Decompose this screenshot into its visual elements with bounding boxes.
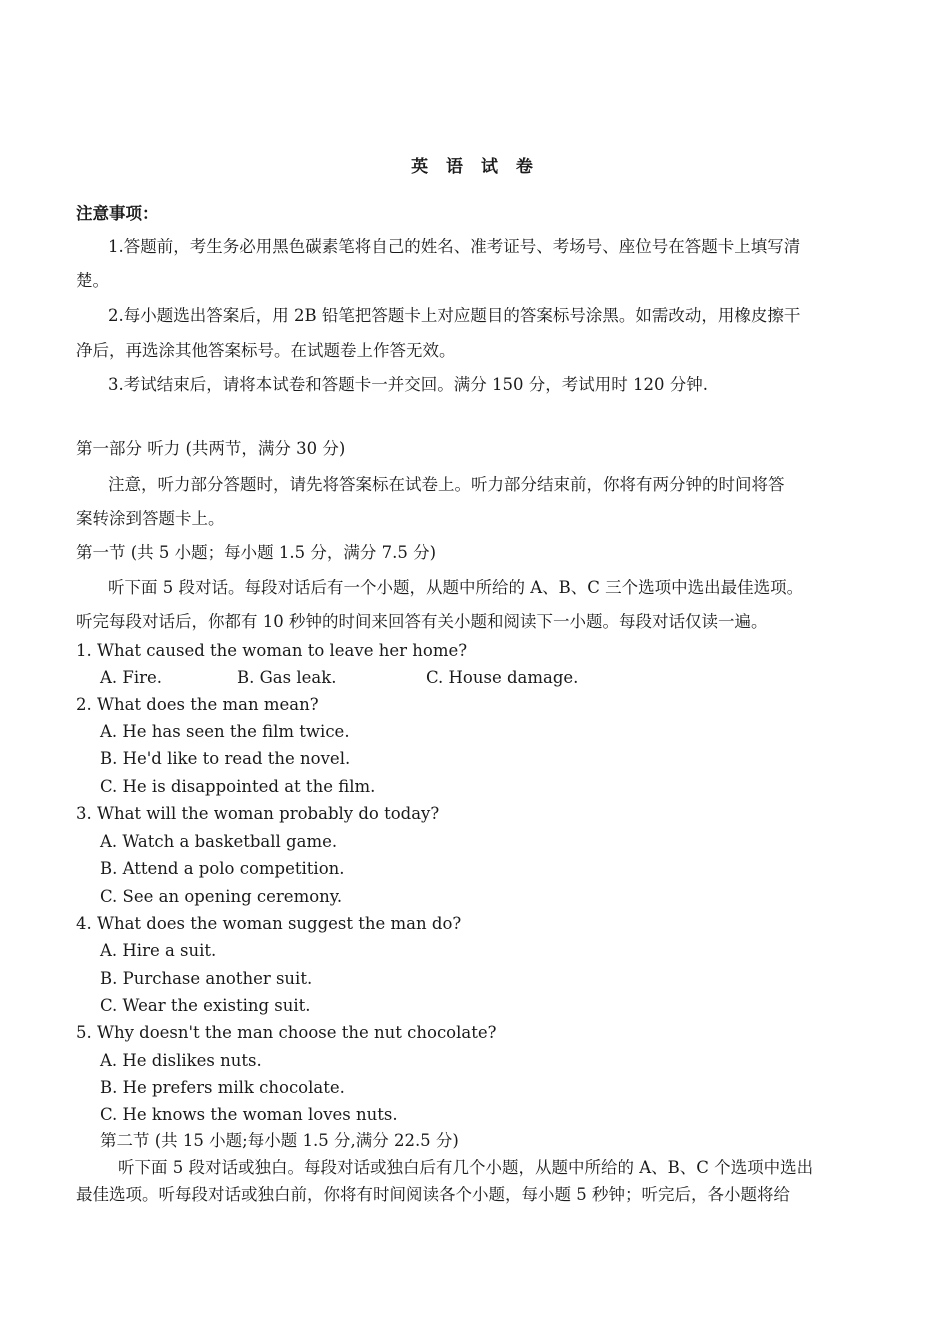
notice-heading: 注意事项： bbox=[76, 204, 159, 223]
question-4: 4. What does the woman suggest the man do? bbox=[76, 914, 462, 933]
notice-item-1-line-2: 楚。 bbox=[76, 271, 109, 290]
notice-item-2-line-1: 2.每小题选出答案后，用 2B 铅笔把答题卡上对应题目的答案标号涂黑。如需改动，用橡皮擦干 bbox=[108, 306, 801, 325]
question-3-option-c: C. See an opening ceremony. bbox=[100, 887, 343, 906]
question-3-option-a: A. Watch a basketball game. bbox=[100, 832, 338, 851]
section1-intro-line-1: 听下面 5 段对话。每段对话后有一个小题，从题中所给的 A、B、C 三个选项中选出最佳选项。 bbox=[108, 578, 804, 597]
question-4-option-b: B. Purchase another suit. bbox=[100, 969, 313, 988]
notice-item-2-line-2: 净后，再选涂其他答案标号。在试题卷上作答无效。 bbox=[76, 341, 456, 360]
question-4-option-a: A. Hire a suit. bbox=[100, 941, 217, 960]
question-5: 5. Why doesn't the man choose the nut chocolate? bbox=[76, 1023, 497, 1042]
notice-item-3: 3.考试结束后，请将本试卷和答题卡一并交回。满分 150 分，考试用时 120 分钟. bbox=[108, 375, 708, 394]
question-2-option-c: C. He is disappointed at the film. bbox=[100, 777, 376, 796]
section2-intro-line-1: 听下面 5 段对话或独白。每段对话或独白后有几个小题，从题中所给的 A、B、C 个选项中选出 bbox=[118, 1158, 814, 1177]
page-title: 英 语 试 卷 bbox=[411, 157, 539, 177]
question-1-option-b: B. Gas leak. bbox=[237, 668, 337, 687]
part1-note-line-2: 案转涂到答题卡上。 bbox=[76, 509, 225, 528]
question-4-option-c: C. Wear the existing suit. bbox=[100, 996, 311, 1015]
part1-note-line-1: 注意，听力部分答题时，请先将答案标在试卷上。听力部分结束前，你将有两分钟的时间将答 bbox=[108, 475, 785, 494]
question-1-option-a: A. Fire. bbox=[100, 668, 163, 687]
part1-heading: 第一部分 听力 (共两节，满分 30 分) bbox=[76, 439, 346, 458]
question-5-option-c: C. He knows the woman loves nuts. bbox=[100, 1105, 398, 1124]
question-2: 2. What does the man mean? bbox=[76, 695, 319, 714]
section2-heading: 第二节 (共 15 小题;每小题 1.5 分,满分 22.5 分) bbox=[100, 1131, 459, 1150]
question-3-option-b: B. Attend a polo competition. bbox=[100, 859, 345, 878]
section1-heading: 第一节 (共 5 小题；每小题 1.5 分，满分 7.5 分) bbox=[76, 543, 437, 562]
question-3: 3. What will the woman probably do today? bbox=[76, 804, 440, 823]
question-1: 1. What caused the woman to leave her home? bbox=[76, 641, 468, 660]
section2-intro-line-2: 最佳选项。听每段对话或独白前，你将有时间阅读各个小题，每小题 5 秒钟；听完后，各小题将给 bbox=[76, 1185, 790, 1204]
question-2-option-b: B. He'd like to read the novel. bbox=[100, 749, 351, 768]
question-2-option-a: A. He has seen the film twice. bbox=[100, 722, 350, 741]
section1-intro-line-2: 听完每段对话后，你都有 10 秒钟的时间来回答有关小题和阅读下一小题。每段对话仅读一遍。 bbox=[76, 612, 768, 631]
question-1-option-c: C. House damage. bbox=[426, 668, 579, 687]
question-5-option-a: A. He dislikes nuts. bbox=[100, 1051, 262, 1070]
notice-item-1-line-1: 1.答题前，考生务必用黑色碳素笔将自己的姓名、准考证号、考场号、座位号在答题卡上填写清 bbox=[108, 237, 801, 256]
question-5-option-b: B. He prefers milk chocolate. bbox=[100, 1078, 345, 1097]
